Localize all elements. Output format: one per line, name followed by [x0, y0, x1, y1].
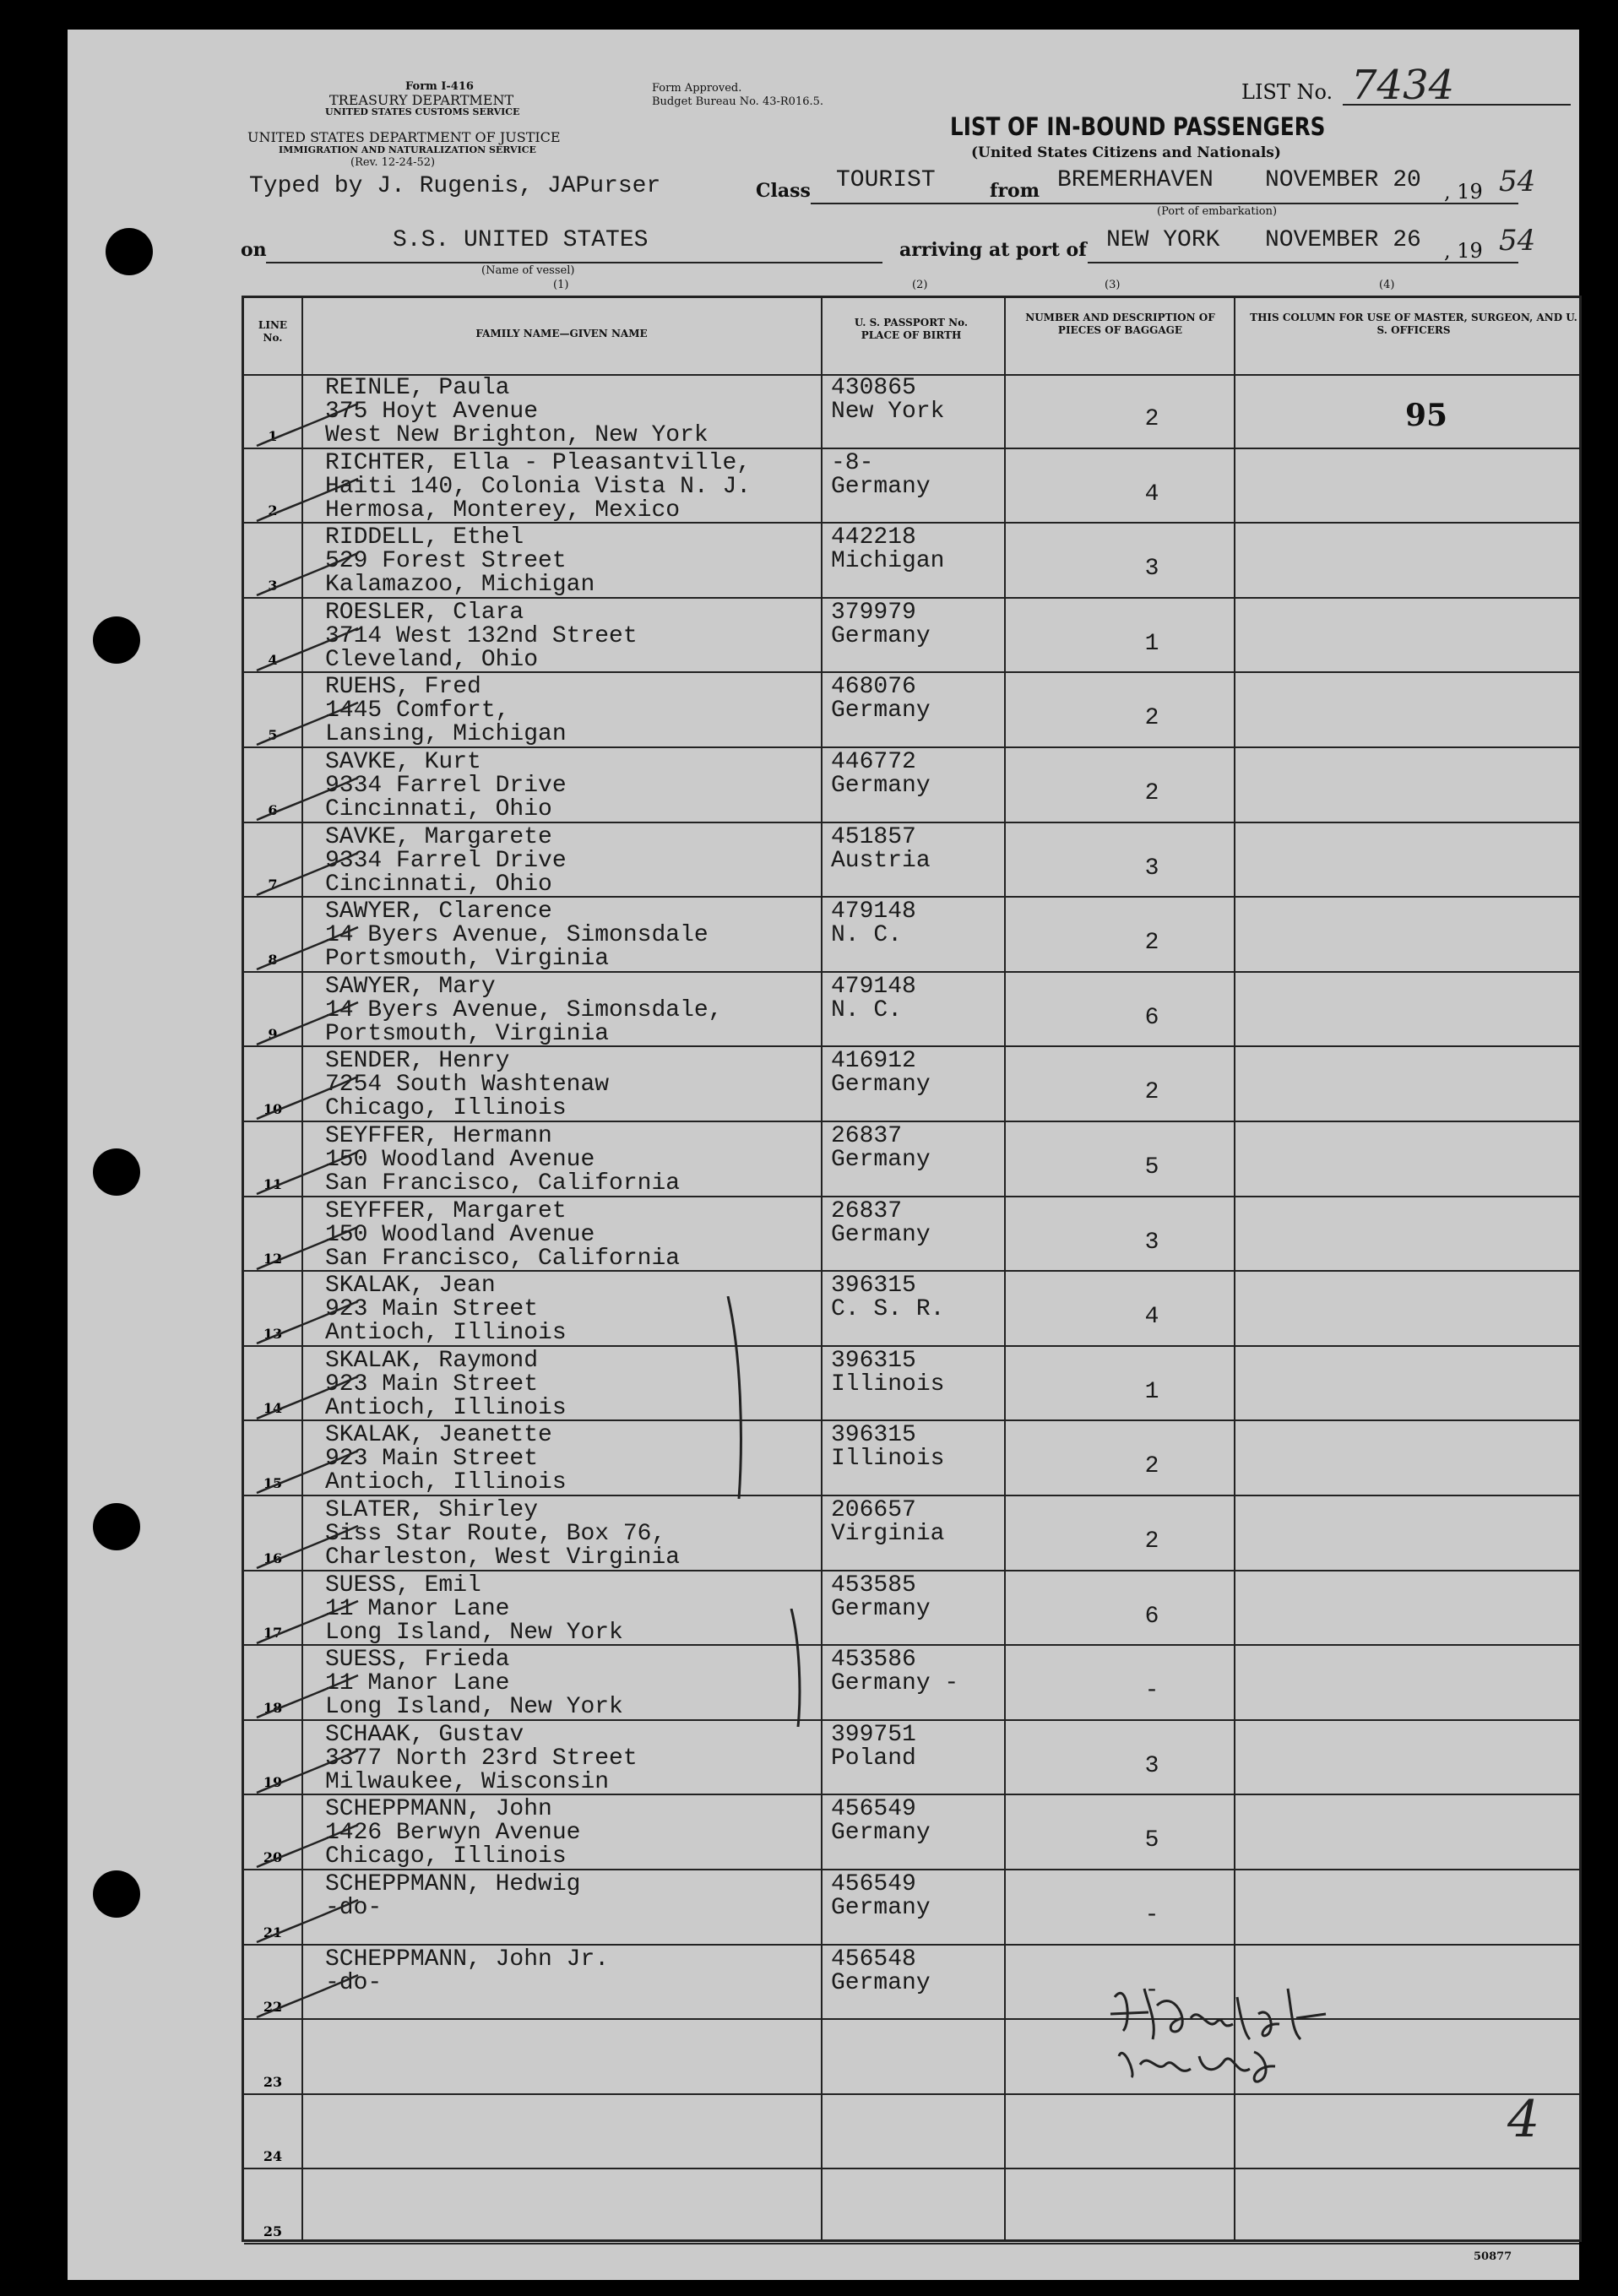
col-num-4: (4) [1379, 279, 1395, 291]
table-row [244, 1272, 1579, 1347]
place-of-birth: C. S. R. [831, 1296, 945, 1323]
baggage-count: 5 [1144, 1827, 1159, 1854]
line-number: 16 [263, 1550, 283, 1566]
check-mark [252, 1522, 362, 1572]
passenger-name: SCHEPPMANN, John [325, 1796, 552, 1823]
check-mark [252, 1372, 362, 1423]
baggage-count: 3 [1144, 855, 1159, 882]
baggage-count: 3 [1144, 1752, 1159, 1779]
baggage-count: 2 [1144, 705, 1159, 732]
passenger-name: SKALAK, Jean [325, 1273, 496, 1300]
passport-number: 479148 [831, 898, 916, 925]
line-number: 23 [263, 2073, 283, 2090]
baggage-count: - [1144, 1902, 1159, 1929]
baggage-count: 2 [1144, 1528, 1159, 1555]
address-line-1: -do- [325, 1895, 383, 1921]
line-number: 9 [268, 1026, 278, 1043]
ins-service: IMMIGRATION AND NATURALIZATION SERVICE [279, 144, 536, 155]
passport-number: 396315 [831, 1273, 916, 1300]
table-row [244, 1496, 1579, 1571]
class-value: TOURIST [836, 167, 936, 193]
punch-hole [93, 1870, 140, 1918]
table-row [244, 1870, 1579, 1946]
manifest-sheet [68, 30, 1579, 2280]
passport-number: 456548 [831, 1946, 916, 1973]
address-line-2: Portsmouth, Virginia [325, 1020, 610, 1047]
line-number: 15 [263, 1474, 283, 1491]
footer-code: 50877 [1474, 2250, 1512, 2263]
col-num-2: (2) [912, 279, 928, 291]
place-of-birth: Germany [831, 1221, 931, 1248]
officer-signature [1098, 1972, 1368, 2090]
check-mark [252, 475, 362, 525]
form-number: Form I-416 [405, 80, 474, 93]
col-header-passport: U. S. PASSPORT No. PLACE OF BIRTH [854, 317, 969, 341]
address-line-1: 7254 South Washtenaw [325, 1072, 610, 1099]
baggage-count: 4 [1144, 480, 1159, 508]
check-mark [252, 1971, 362, 2022]
place-of-birth: Illinois [831, 1446, 945, 1473]
col-num-1: (1) [553, 279, 569, 291]
col-header-line-no: LINE No. [258, 319, 288, 344]
embark-port: BREMERHAVEN [1057, 167, 1214, 193]
address-line-2: Antioch, Illinois [325, 1394, 567, 1421]
table-row [244, 898, 1579, 973]
address-line-2: San Francisco, California [325, 1170, 681, 1197]
embark-year: 54 [1499, 165, 1536, 198]
address-line-1: 3377 North 23rd Street [325, 1745, 638, 1772]
line-number: 19 [263, 1774, 283, 1791]
line-number: 24 [263, 2148, 283, 2165]
line-number: 17 [263, 1625, 283, 1642]
check-mark [252, 1297, 362, 1348]
port-caption: (Port of embarkation) [1157, 205, 1278, 218]
check-mark [252, 399, 362, 450]
address-line-1: 14 Byers Avenue, Simonsdale [325, 922, 709, 949]
col-num-3: (3) [1105, 279, 1121, 291]
handwritten-page-number: 4 [1507, 2090, 1540, 2149]
passenger-name: SUESS, Emil [325, 1571, 481, 1599]
passport-number: 456549 [831, 1871, 916, 1897]
address-line-1: 11 Manor Lane [325, 1670, 510, 1697]
table-row [244, 1122, 1579, 1197]
col-header-name: FAMILY NAME—GIVEN NAME [475, 328, 648, 339]
passenger-name: RUEHS, Fred [325, 674, 481, 701]
passenger-name: SLATER, Shirley [325, 1497, 539, 1523]
line-number: 14 [263, 1400, 283, 1417]
baggage-count: 6 [1144, 1004, 1159, 1031]
address-line-1: 375 Hoyt Avenue [325, 399, 539, 425]
check-mark [252, 1896, 362, 1946]
check-mark [252, 1597, 362, 1647]
passport-number: 442218 [831, 524, 916, 551]
address-line-1: Haiti 140, Colonia Vista N. J. [325, 473, 752, 500]
table-row [244, 1347, 1579, 1422]
address-line-1: 9334 Farrel Drive [325, 773, 567, 799]
class-label: Class [756, 180, 811, 202]
passenger-name: SCHAAK, Gustav [325, 1721, 524, 1748]
address-line-2: San Francisco, California [325, 1245, 681, 1272]
arriving-label: arriving at port of [899, 239, 1087, 261]
punch-hole [93, 1148, 140, 1196]
arrival-year-prefix: , 19 [1444, 239, 1483, 263]
treasury-dept: TREASURY DEPARTMENT [329, 92, 514, 108]
place-of-birth: Germany [831, 1895, 931, 1921]
passenger-table [242, 296, 1582, 2242]
baggage-count: 2 [1144, 406, 1159, 432]
passport-number: 416912 [831, 1048, 916, 1075]
line-number: 1 [268, 427, 278, 444]
passport-number: 379979 [831, 599, 916, 626]
arrival-year: 54 [1499, 224, 1536, 258]
passenger-name: SKALAK, Raymond [325, 1347, 539, 1374]
bracket-mark [790, 1609, 806, 1727]
passport-number: 479148 [831, 973, 916, 1000]
address-line-2: Chicago, Illinois [325, 1095, 567, 1122]
table-row [244, 823, 1579, 898]
check-mark [252, 549, 362, 600]
check-mark [252, 1223, 362, 1273]
baggage-count: 3 [1144, 1229, 1159, 1256]
place-of-birth: Germany [831, 697, 931, 725]
form-approved: Form Approved. [652, 82, 742, 95]
table-row [244, 748, 1579, 823]
punch-hole [93, 616, 140, 664]
table-row [244, 1047, 1579, 1122]
address-line-1: 1445 Comfort, [325, 697, 510, 725]
arrival-date: NOVEMBER 26 [1265, 227, 1421, 253]
check-mark [252, 773, 362, 824]
punch-hole [93, 1503, 140, 1550]
table-row [244, 599, 1579, 674]
baggage-count: 6 [1144, 1603, 1159, 1630]
table-row [244, 1721, 1579, 1796]
table-row [244, 973, 1579, 1048]
place-of-birth: Germany [831, 1820, 931, 1847]
col-header-baggage: NUMBER AND DESCRIPTION OF PIECES OF BAGGAGE [1025, 312, 1215, 336]
table-row [244, 2169, 1579, 2244]
line-number: 4 [268, 652, 278, 669]
passport-number: 26837 [831, 1197, 903, 1224]
embark-date: NOVEMBER 20 [1265, 167, 1421, 193]
address-line-2: Hermosa, Monterey, Mexico [325, 497, 681, 524]
passport-number: 453586 [831, 1647, 916, 1674]
place-of-birth: Germany [831, 1147, 931, 1173]
place-of-birth: Germany [831, 773, 931, 799]
passenger-name: SAVKE, Kurt [325, 749, 481, 775]
place-of-birth: Poland [831, 1745, 916, 1772]
check-mark [252, 998, 362, 1049]
table-row [244, 1197, 1579, 1273]
address-line-2: Chicago, Illinois [325, 1843, 567, 1870]
typed-by: Typed by J. Rugenis, JAPurser [249, 173, 661, 199]
baggage-count: 1 [1144, 1378, 1159, 1405]
check-mark [252, 849, 362, 899]
address-line-1: -do- [325, 1969, 383, 1996]
place-of-birth: New York [831, 399, 945, 425]
place-of-birth: N. C. [831, 922, 903, 949]
baggage-count: 2 [1144, 780, 1159, 806]
form-subtitle: (United States Citizens and Nationals) [971, 144, 1281, 161]
address-line-1: 3714 West 132nd Street [325, 622, 638, 649]
line-number: 3 [268, 577, 278, 594]
on-label: on [241, 239, 267, 261]
line-number: 22 [263, 1999, 283, 2016]
line-number: 10 [263, 1100, 283, 1117]
address-line-1: 11 Manor Lane [325, 1595, 510, 1622]
passenger-name: RICHTER, Ella - Pleasantville, [325, 449, 752, 476]
check-mark [252, 698, 362, 749]
address-line-1: 150 Woodland Avenue [325, 1147, 595, 1173]
passport-number: 26837 [831, 1123, 903, 1149]
passport-number: 206657 [831, 1497, 916, 1523]
line-number: 11 [263, 1175, 283, 1192]
place-of-birth: Michigan [831, 548, 945, 575]
place-of-birth: Germany [831, 1595, 931, 1622]
table-row [244, 1795, 1579, 1870]
check-mark [252, 1671, 362, 1722]
address-line-1: 923 Main Street [325, 1371, 539, 1398]
table-row [244, 673, 1579, 748]
bracket-mark [726, 1296, 752, 1499]
baggage-count: 2 [1144, 1079, 1159, 1106]
baggage-count: 4 [1144, 1304, 1159, 1331]
arrival-port: NEW YORK [1106, 227, 1220, 253]
line-number: 20 [263, 1848, 283, 1865]
address-line-1: 14 Byers Avenue, Simonsdale, [325, 996, 723, 1023]
address-line-1: Siss Star Route, Box 76, [325, 1521, 666, 1547]
passport-number: -8- [831, 449, 874, 476]
address-line-2: West New Brighton, New York [325, 422, 709, 448]
place-of-birth: Illinois [831, 1371, 945, 1398]
passport-number: 396315 [831, 1347, 916, 1374]
line-number: 8 [268, 951, 278, 968]
check-mark [252, 1447, 362, 1497]
passport-number: 399751 [831, 1721, 916, 1748]
vessel-name: S.S. UNITED STATES [393, 227, 649, 253]
table-row [244, 1421, 1579, 1496]
place-of-birth: Germany - [831, 1670, 959, 1697]
passport-number: 453585 [831, 1571, 916, 1599]
passport-number: 456549 [831, 1796, 916, 1823]
form-title: LIST OF IN-BOUND PASSENGERS [950, 112, 1326, 141]
address-line-1: 923 Main Street [325, 1446, 539, 1473]
table-row [244, 1946, 1579, 2021]
baggage-count: 2 [1144, 1453, 1159, 1480]
place-of-birth: Austria [831, 847, 931, 874]
budget-bureau: Budget Bureau No. 43-R016.5. [652, 95, 824, 108]
passport-number: 396315 [831, 1422, 916, 1449]
passenger-name: SUESS, Frieda [325, 1647, 510, 1674]
table-row [244, 449, 1579, 524]
address-line-2: Long Island, New York [325, 1619, 623, 1646]
table-row [244, 374, 1579, 449]
passenger-name: SAWYER, Mary [325, 973, 496, 1000]
table-row [244, 1646, 1579, 1721]
address-line-2: Antioch, Illinois [325, 1469, 567, 1496]
address-line-2: Lansing, Michigan [325, 721, 567, 748]
address-line-2: Milwaukee, Wisconsin [325, 1768, 610, 1795]
justice-dept: UNITED STATES DEPARTMENT OF JUSTICE [247, 129, 561, 145]
line-number: 25 [263, 2223, 283, 2239]
address-line-2: Antioch, Illinois [325, 1320, 567, 1347]
passenger-name: SENDER, Henry [325, 1048, 510, 1075]
revision: (Rev. 12-24-52) [350, 156, 436, 169]
baggage-count: 5 [1144, 1154, 1159, 1181]
baggage-count: 3 [1144, 556, 1159, 583]
passport-number: 451857 [831, 823, 916, 850]
line-number: 7 [268, 877, 278, 893]
passenger-name: REINLE, Paula [325, 375, 510, 401]
punch-hole [106, 228, 153, 275]
table-row [244, 2020, 1579, 2095]
address-line-1: 150 Woodland Avenue [325, 1221, 595, 1248]
line-number: 2 [268, 502, 278, 519]
table-row [244, 524, 1579, 599]
list-number: 7434 [1351, 62, 1455, 109]
col-header-officers: THIS COLUMN FOR USE OF MASTER, SURGEON, AND U. S. OFFICERS [1250, 312, 1577, 336]
line-number: 5 [268, 726, 278, 743]
line-number: 13 [263, 1325, 283, 1342]
check-mark [252, 1148, 362, 1198]
address-line-2: Charleston, West Virginia [325, 1544, 681, 1571]
embark-year-prefix: , 19 [1444, 180, 1483, 204]
address-line-1: 923 Main Street [325, 1296, 539, 1323]
baggage-count: - [1144, 1977, 1159, 2004]
address-line-2: Long Island, New York [325, 1694, 623, 1721]
table-row [244, 1571, 1579, 1647]
address-line-2: Portsmouth, Virginia [325, 946, 610, 973]
check-mark [252, 1821, 362, 1871]
vessel-caption: (Name of vessel) [481, 264, 575, 277]
table-row [244, 2095, 1579, 2170]
address-line-1: 529 Forest Street [325, 548, 567, 575]
passenger-name: SEYFFER, Hermann [325, 1123, 552, 1149]
check-mark [252, 1746, 362, 1797]
baggage-count: 1 [1144, 630, 1159, 657]
passenger-name: SAWYER, Clarence [325, 898, 552, 925]
place-of-birth: Germany [831, 1969, 931, 1996]
list-no-label: LIST No. [1241, 80, 1333, 104]
check-mark [252, 1072, 362, 1123]
baggage-count: 2 [1144, 930, 1159, 957]
place-of-birth: Germany [831, 473, 931, 500]
place-of-birth: Virginia [831, 1521, 945, 1547]
address-line-2: Cleveland, Ohio [325, 646, 539, 673]
line-number: 21 [263, 1924, 283, 1940]
passenger-name: SCHEPPMANN, John Jr. [325, 1946, 610, 1973]
officer-note: 95 [1404, 398, 1448, 433]
passenger-name: ROESLER, Clara [325, 599, 524, 626]
passport-number: 430865 [831, 375, 916, 401]
address-line-2: Cincinnati, Ohio [325, 796, 552, 822]
baggage-count: - [1144, 1678, 1159, 1705]
passport-number: 468076 [831, 674, 916, 701]
line-number: 12 [263, 1251, 283, 1267]
line-number: 18 [263, 1699, 283, 1716]
passenger-name: RIDDELL, Ethel [325, 524, 524, 551]
address-line-2: Kalamazoo, Michigan [325, 572, 595, 599]
passenger-name: SAVKE, Margarete [325, 823, 552, 850]
address-line-1: 9334 Farrel Drive [325, 847, 567, 874]
place-of-birth: Germany [831, 622, 931, 649]
line-number: 6 [268, 801, 278, 818]
passenger-name: SKALAK, Jeanette [325, 1422, 552, 1449]
place-of-birth: Germany [831, 1072, 931, 1099]
from-label: from [990, 180, 1040, 202]
passport-number: 446772 [831, 749, 916, 775]
passenger-name: SCHEPPMANN, Hedwig [325, 1871, 581, 1897]
customs-service: UNITED STATES CUSTOMS SERVICE [325, 106, 520, 117]
place-of-birth: N. C. [831, 996, 903, 1023]
check-mark [252, 923, 362, 974]
address-line-2: Cincinnati, Ohio [325, 871, 552, 898]
check-mark [252, 624, 362, 675]
address-line-1: 1426 Berwyn Avenue [325, 1820, 581, 1847]
passenger-name: SEYFFER, Margaret [325, 1197, 567, 1224]
